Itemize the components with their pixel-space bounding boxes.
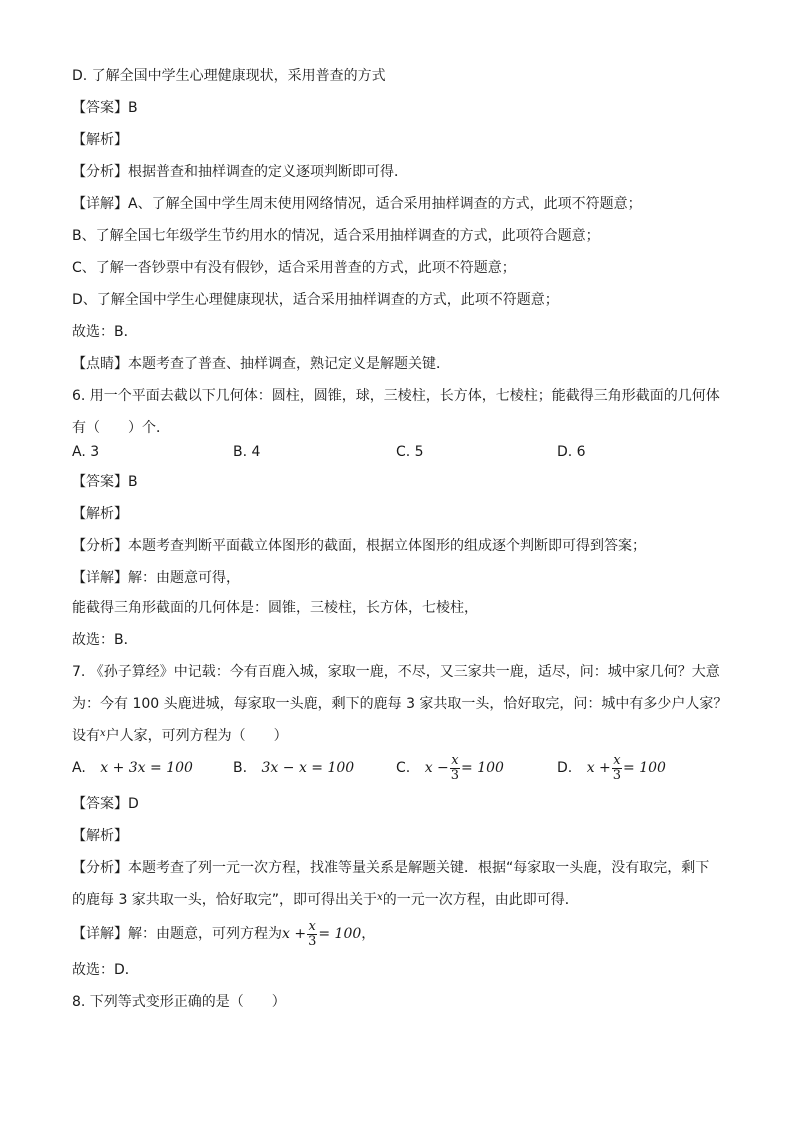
fraction-denominator: 3 bbox=[450, 767, 460, 783]
fraction-denominator: 3 bbox=[612, 767, 622, 783]
q5-detail-d: D、了解全国中学生心理健康现状，适合采用抽样调查的方式，此项不符题意； bbox=[72, 292, 559, 308]
option-label: D. bbox=[557, 760, 573, 776]
fenxi-post: 的一元一次方程，由此即可得． bbox=[382, 892, 579, 908]
q7-stem-line1: 7. 《孙子算经》中记载：今有百鹿入城，家取一鹿，不尽，又三家共一鹿，适尽，问：城中家几何？大意 bbox=[72, 664, 720, 680]
q7-option-b bbox=[233, 758, 354, 778]
fraction-x-over-3 bbox=[450, 754, 460, 783]
answer-tag: 【答案】 bbox=[72, 796, 128, 812]
fenxi-text: 本题考查了列一元一次方程，找准等量关系是解题关键．根据“每家取一头鹿，没有取完，剩下 bbox=[128, 860, 710, 876]
q6-analysis-tag: 【解析】 bbox=[72, 506, 128, 522]
answer-value: B bbox=[128, 474, 138, 490]
answer-value: B bbox=[128, 100, 138, 116]
fenxi-text: 本题考查判断平面截立体图形的截面，根据立体图形的组成逐个判断即可得到答案； bbox=[128, 538, 646, 554]
q7-option-d bbox=[557, 750, 666, 786]
option-label: B. bbox=[233, 760, 248, 776]
equation-c-left: x − bbox=[424, 760, 449, 776]
answer-value: D bbox=[128, 796, 139, 812]
equation-d-left: x + bbox=[586, 760, 611, 776]
detail-text: 解：由题意可得， bbox=[128, 570, 240, 586]
q7-choose: 故选：D． bbox=[72, 962, 139, 978]
q5-fenxi-row bbox=[72, 162, 408, 182]
q6-option-d: D. 6 bbox=[557, 444, 586, 460]
q6-choose: 故选：B． bbox=[72, 632, 138, 648]
stem-post: 户人家，可列方程为（ ） bbox=[105, 728, 288, 744]
fraction-numerator: x bbox=[613, 752, 621, 768]
detail-tag: 【详解】 bbox=[72, 570, 128, 586]
equation-c-right: = 100 bbox=[461, 760, 504, 776]
fraction-denominator: 3 bbox=[308, 933, 317, 949]
detail-tag: 【详解】 bbox=[72, 196, 128, 212]
q6-answer-row bbox=[72, 472, 138, 492]
fenxi-tag: 【分析】 bbox=[72, 538, 128, 554]
fenxi-text: 根据普查和抽样调查的定义逐项判断即可得． bbox=[128, 164, 408, 180]
q7-fenxi-row bbox=[72, 858, 709, 878]
q5-comment-row bbox=[72, 354, 450, 374]
q5-analysis-tag: 【解析】 bbox=[72, 132, 128, 148]
q6-stem-line2: 有（ ）个． bbox=[72, 420, 170, 436]
equation-left: x + bbox=[282, 926, 307, 942]
q7-detail-row bbox=[72, 916, 375, 952]
option-label: A. bbox=[72, 760, 86, 776]
detail-post: ， bbox=[361, 926, 376, 942]
fenxi-tag: 【分析】 bbox=[72, 164, 128, 180]
q7-option-a bbox=[72, 758, 193, 778]
fraction-x-over-3 bbox=[307, 920, 317, 949]
q7-option-c bbox=[396, 750, 504, 786]
equation-a: x + 3x = 100 bbox=[100, 760, 193, 776]
q7-fenxi-line2 bbox=[72, 888, 579, 908]
comment-text: 本题考查了普查、抽样调查，熟记定义是解题关键． bbox=[128, 356, 450, 372]
fenxi-tag: 【分析】 bbox=[72, 860, 128, 876]
detail-text: A、了解全国中学生周末使用网络情况，适合采用抽样调查的方式，此项不符题意； bbox=[128, 196, 642, 212]
q7-stem-line2: 为：今有 100 头鹿进城，每家取一头鹿，剩下的鹿每 3 家共取一头，恰好取完，问：城中有多少户人家？ bbox=[72, 696, 728, 712]
q6-detail-2: 能截得三角形截面的几何体是：圆锥，三棱柱，长方体，七棱柱， bbox=[72, 600, 478, 616]
q6-option-a: A. 3 bbox=[72, 444, 100, 460]
variable-x: x bbox=[377, 892, 383, 903]
stem-pre: 设有 bbox=[72, 728, 100, 744]
q5-detail-a bbox=[72, 194, 642, 214]
q6-option-c: C. 5 bbox=[396, 444, 424, 460]
equation-b: 3x − x = 100 bbox=[261, 760, 355, 776]
equation-d-right: = 100 bbox=[623, 760, 666, 776]
q6-detail-row bbox=[72, 568, 240, 588]
fraction-x-over-3 bbox=[612, 754, 622, 783]
q8-stem: 8. 下列等式变形正确的是（ ） bbox=[72, 994, 286, 1010]
q5-detail-c: C、了解一沓钞票中有没有假钞，适合采用普查的方式，此项不符题意； bbox=[72, 260, 516, 276]
equation-right: = 100 bbox=[318, 926, 362, 942]
fraction-numerator: x bbox=[308, 918, 316, 934]
detail-tag: 【详解】 bbox=[72, 926, 128, 942]
q7-stem-line3 bbox=[72, 724, 288, 744]
answer-tag: 【答案】 bbox=[72, 100, 128, 116]
q7-analysis-tag: 【解析】 bbox=[72, 828, 128, 844]
q6-stem-line1: 6. 用一个平面去截以下几何体：圆柱，圆锥，球，三棱柱，长方体，七棱柱；能截得三角形截面的几何体 bbox=[72, 388, 720, 404]
q5-answer-row bbox=[72, 98, 138, 118]
variable-x: x bbox=[100, 728, 106, 739]
q7-answer-row bbox=[72, 794, 139, 814]
fenxi-pre: 的鹿每 3 家共取一头，恰好取完”，即可得出关于 bbox=[72, 892, 378, 908]
q5-option-d: D. 了解全国中学生心理健康现状，采用普查的方式 bbox=[72, 68, 386, 84]
detail-text: 解：由题意，可列方程为 bbox=[128, 926, 282, 942]
q5-detail-b: B、了解全国七年级学生节约用水的情况，适合采用抽样调查的方式，此项符合题意； bbox=[72, 228, 600, 244]
fraction-numerator: x bbox=[451, 752, 459, 768]
q6-fenxi-row bbox=[72, 536, 646, 556]
comment-tag: 【点睛】 bbox=[72, 356, 128, 372]
q6-option-b: B. 4 bbox=[233, 444, 261, 460]
option-label: C. bbox=[396, 760, 411, 776]
answer-tag: 【答案】 bbox=[72, 474, 128, 490]
q5-choose: 故选：B． bbox=[72, 324, 138, 340]
